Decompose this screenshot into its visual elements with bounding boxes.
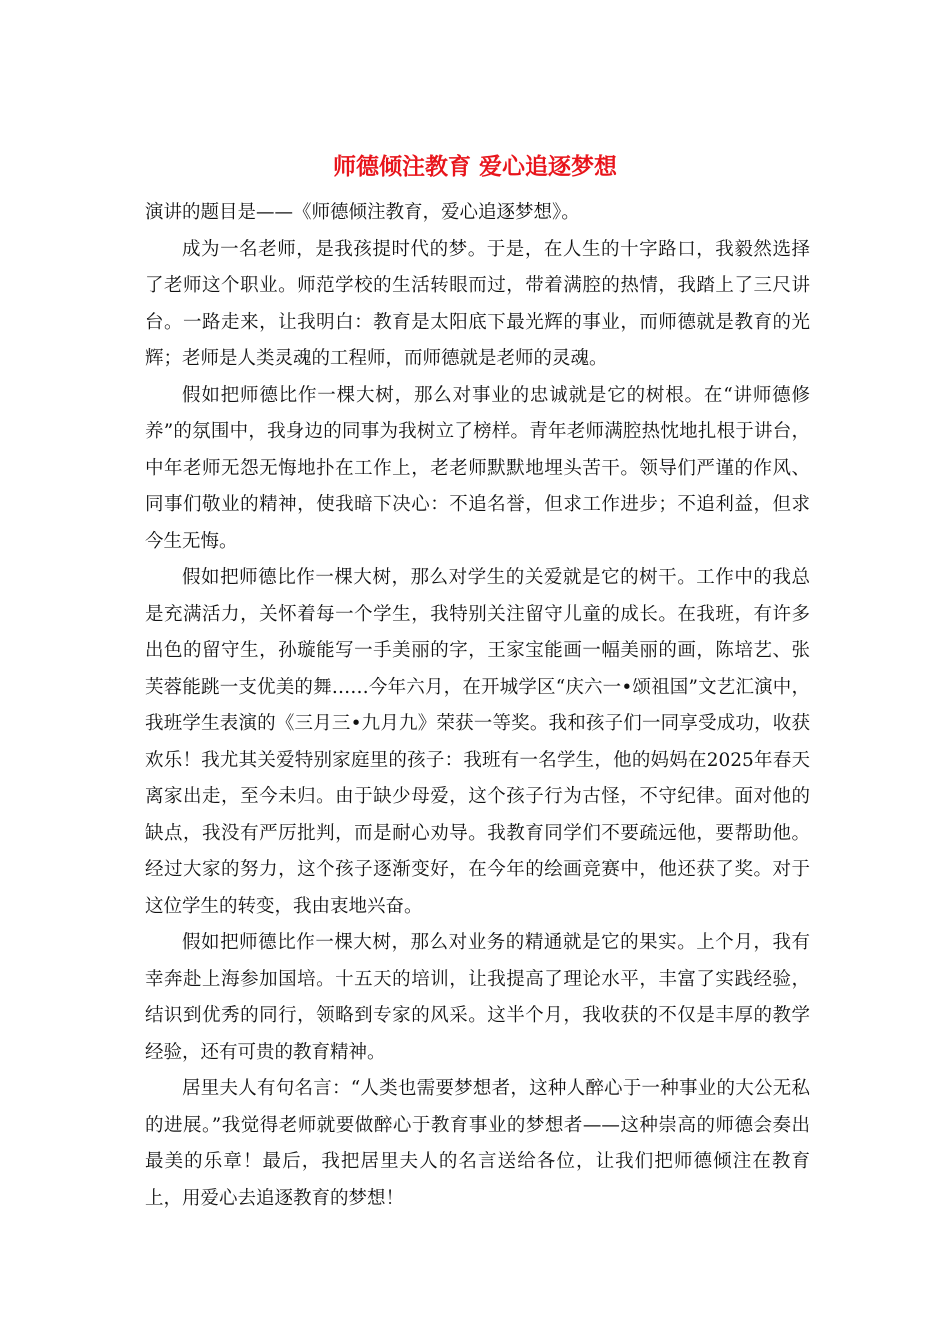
- document-body: [145, 195, 810, 1217]
- body-paragraph: 成为一名老师，是我孩提时代的梦。于是，在人生的十字路口，我毅然选择了老师这个职业。师范学校的生活转眼而过，带着满腔的热情，我踏上了三尺讲台。一路走来，让我明白：教育是太阳底下最光辉的事业，而师德就是教育的光辉；老师是人类灵魂的工程师，而师德就是老师的灵魂。: [145, 238, 810, 369]
- body-paragraph: 假如把师德比作一棵大树，那么对事业的忠诚就是它的树根。在“讲师德修养”的氛围中，我身边的同事为我树立了榜样。青年老师满腔热忱地扎根于讲台，中年老师无怨无悔地扑在工作上，老老师默默地埋头苦干。领导们严谨的作风、同事们敬业的精神，使我暗下决心：不追名誉，但求工作进步；不追利益，但求今生无悔。: [145, 384, 810, 552]
- intro-paragraph: 演讲的题目是——《师德倾注教育，爱心追逐梦想》。: [145, 202, 580, 223]
- body-paragraph: 假如把师德比作一棵大树，那么对业务的精通就是它的果实。上个月，我有幸奔赴上海参加国培。十五天的培训，让我提高了理论水平，丰富了实践经验，结识到优秀的同行，领略到专家的风采。这半个月，我收获的不仅是丰厚的教学经验，还有可贵的教育精神。: [145, 932, 810, 1063]
- body-paragraph: 居里夫人有句名言：“人类也需要梦想者，这种人醉心于一种事业的大公无私的进展。”我觉得老师就要做醉心于教育事业的梦想者——这种崇高的师德会奏出最美的乐章！最后，我把居里夫人的名言送给各位，让我们把师德倾注在教育上，用爱心去追逐教育的梦想！: [145, 1078, 810, 1209]
- document-title: 师德倾注教育 爱心追逐梦想: [332, 154, 617, 180]
- body-paragraph: 假如把师德比作一棵大树，那么对学生的关爱就是它的树干。工作中的我总是充满活力，关怀着每一个学生，我特别关注留守儿童的成长。在我班，有许多出色的留守生，孙璇能写一手美丽的字，王家宝能画一幅美丽的画，陈培艺、张芙蓉能跳一支优美的舞……今年六月，在开城学区“庆六一•颂祖国”文艺汇演中，我班学生表演的《三月三•九月九》荣获一等奖。我和孩子们一同享受成功，收获欢乐！我尤其关爱特别家庭里的孩子：我班有一名学生，他的妈妈在2025年春天离家出走，至今未归。由于缺少母爱，这个孩子行为古怪，不守纪律。面对他的缺点，我没有严厉批判，而是耐心劝导。我教育同学们不要疏远他，要帮助他。经过大家的努力，这个孩子逐渐变好，在今年的绘画竞赛中，他还获了奖。对于这位学生的转变，我由衷地兴奋。: [145, 567, 810, 917]
